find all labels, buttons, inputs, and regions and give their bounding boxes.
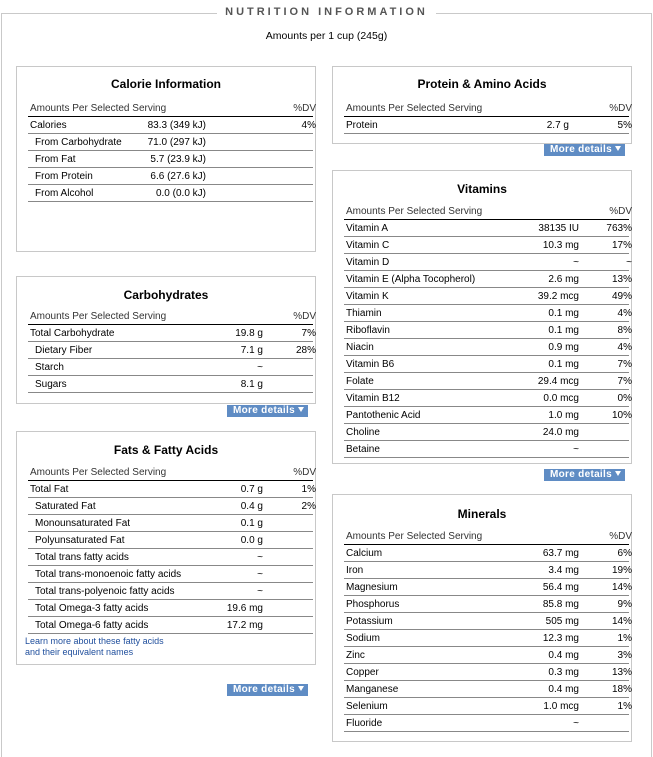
nutrient-amount: 0.1 mg (548, 325, 579, 336)
table-header-row (344, 528, 632, 545)
nutrient-dv: 4% (301, 120, 316, 131)
nutrient-label: Niacin (346, 342, 374, 353)
table-row (344, 562, 632, 579)
table-row (28, 617, 313, 634)
nutrient-dv: 18% (611, 684, 632, 695)
vitamins-panel (332, 170, 632, 464)
table-row (28, 481, 316, 498)
nutrient-dv: 5% (617, 120, 632, 131)
nutrient-label: Betaine (346, 444, 380, 455)
nutrient-dv: 28% (295, 345, 316, 356)
nutrient-amount: 29.4 mcg (537, 376, 579, 387)
nutrient-amount: 83.3 (349 kJ) (147, 120, 206, 131)
table-row (344, 647, 632, 664)
nutrient-label: Sugars (35, 379, 67, 390)
fats-table (28, 464, 316, 634)
nutrient-amount: 0.4 mg (548, 650, 579, 661)
nutrient-dv: 3% (617, 650, 632, 661)
table-row (344, 424, 629, 441)
column-header-amounts: Amounts Per Selected Serving (346, 103, 483, 114)
nutrient-dv: 1% (617, 701, 632, 712)
table-row (344, 613, 632, 630)
nutrient-amount: 505 mg (545, 616, 579, 627)
nutrient-amount: 0.0 g (240, 535, 263, 546)
nutrient-dv: 1% (301, 484, 316, 495)
column-header-dv: %DV (609, 531, 632, 542)
table-row (344, 305, 632, 322)
nutrient-amount: 17.2 mg (226, 620, 263, 631)
table-row (28, 185, 313, 202)
protein-more-details-button[interactable]: More details (544, 144, 625, 156)
table-row (344, 339, 632, 356)
minerals-title: Minerals (457, 507, 507, 521)
nutrient-dv: 9% (617, 599, 632, 610)
serving-subtitle: Amounts per 1 cup (245g) (265, 30, 388, 42)
table-row (28, 600, 313, 617)
nutrient-dv: 4% (617, 308, 632, 319)
minerals-panel (332, 494, 632, 742)
vitamins-title: Vitamins (457, 182, 507, 196)
table-row (28, 566, 313, 583)
nutrient-dv: 19% (611, 565, 632, 576)
column-header-amounts: Amounts Per Selected Serving (30, 311, 167, 322)
column-header-dv: %DV (609, 103, 632, 114)
nutrient-dv: 17% (611, 240, 632, 251)
table-row (344, 117, 632, 134)
nutrient-amount: 1.0 mcg (543, 701, 579, 712)
table-row (344, 254, 632, 271)
chevron-down-icon (615, 471, 621, 476)
nutrient-label: Phosphorus (346, 599, 400, 610)
nutrient-label: From Alcohol (35, 188, 94, 199)
nutrient-dv: 4% (617, 342, 632, 353)
table-row (344, 545, 632, 562)
nutrient-amount: 71.0 (297 kJ) (147, 137, 206, 148)
nutrient-amount: 0.0 mcg (543, 393, 579, 404)
nutrient-dv: 14% (611, 582, 632, 593)
table-row (344, 407, 632, 424)
carbohydrates-title: Carbohydrates (123, 288, 209, 302)
table-row (28, 342, 316, 359)
nutrient-amount: 7.1 g (240, 345, 263, 356)
nutrient-dv: 13% (611, 667, 632, 678)
nutrient-label: Riboflavin (346, 325, 390, 336)
nutrient-amount: 56.4 mg (542, 582, 579, 593)
nutrient-label: Protein (346, 120, 378, 131)
table-row (28, 532, 313, 549)
chevron-down-icon (615, 146, 621, 151)
fatty-acids-learn-more-link[interactable]: Learn more about these fatty acids and their equivalent names (25, 636, 164, 657)
nutrient-dv: 7% (617, 376, 632, 387)
nutrient-amount: 19.8 g (235, 328, 263, 339)
nutrient-amount: 3.4 mg (548, 565, 579, 576)
vitamins-more-details-button[interactable]: More details (544, 469, 625, 481)
nutrient-label: Vitamin D (346, 257, 390, 268)
table-row (28, 583, 313, 600)
nutrient-label: Dietary Fiber (35, 345, 93, 356)
calorie-panel (16, 66, 316, 252)
nutrient-label: Saturated Fat (35, 501, 96, 512)
table-row (344, 596, 632, 613)
carbohydrates-panel (16, 276, 316, 404)
nutrient-label: Monounsaturated Fat (35, 518, 131, 529)
nutrient-amount: 2.7 g (546, 120, 569, 131)
nutrient-amount: 0.4 g (240, 501, 263, 512)
nutrient-amount: 0.0 (0.0 kJ) (155, 188, 206, 199)
nutrient-amount: 0.1 mg (548, 308, 579, 319)
table-row (28, 168, 313, 185)
table-row (28, 151, 313, 168)
nutrient-label: Vitamin B12 (346, 393, 400, 404)
nutrient-amount: 0.9 mg (548, 342, 579, 353)
nutrient-label: Total Carbohydrate (30, 328, 115, 339)
table-row (28, 498, 316, 515)
page-title: NUTRITION INFORMATION (0, 6, 653, 18)
column-header-dv: %DV (293, 103, 316, 114)
nutrient-amount: 0.1 mg (548, 359, 579, 370)
table-row (344, 237, 632, 254)
table-row (28, 359, 313, 376)
nutrient-amount: ~ (257, 569, 263, 580)
chevron-down-icon (298, 686, 304, 691)
nutrient-label: Polyunsaturated Fat (35, 535, 125, 546)
nutrient-label: Thiamin (346, 308, 382, 319)
nutrient-dv: 0% (617, 393, 632, 404)
nutrient-amount: ~ (573, 444, 579, 455)
carbohydrates-table (28, 308, 316, 393)
nutrient-label: Choline (346, 427, 380, 438)
nutrient-label: Calcium (346, 548, 383, 559)
nutrient-label: From Fat (35, 154, 76, 165)
nutrient-label: Vitamin K (346, 291, 389, 302)
nutrient-amount: 12.3 mg (542, 633, 579, 644)
nutrient-label: Starch (35, 362, 64, 373)
nutrient-label: Potassium (346, 616, 393, 627)
table-row (344, 220, 632, 237)
nutrient-amount: 39.2 mcg (537, 291, 579, 302)
table-row (344, 271, 632, 288)
calorie-title: Calorie Information (110, 77, 221, 91)
nutrient-label: Total trans-monoenoic fatty acids (35, 569, 182, 580)
nutrient-label: Vitamin A (346, 223, 389, 234)
table-row (28, 515, 313, 532)
fats-panel (16, 431, 316, 665)
table-row (344, 288, 632, 305)
nutrient-label: Vitamin E (Alpha Tocopherol) (346, 274, 476, 285)
nutrient-amount: 63.7 mg (542, 548, 579, 559)
nutrient-amount: 0.1 g (240, 518, 263, 529)
nutrient-amount: 19.6 mg (226, 603, 263, 614)
nutrient-dv: 10% (611, 410, 632, 421)
nutrient-amount: 10.3 mg (542, 240, 579, 251)
column-header-amounts: Amounts Per Selected Serving (346, 531, 483, 542)
nutrient-dv: 7% (301, 328, 316, 339)
nutrient-dv: 763% (606, 223, 632, 234)
nutrient-dv: 49% (611, 291, 632, 302)
nutrient-dv: 2% (301, 501, 316, 512)
column-header-dv: %DV (293, 311, 316, 322)
nutrient-label: Manganese (346, 684, 399, 695)
nutrient-label: Zinc (346, 650, 365, 661)
table-row (28, 549, 313, 566)
nutrient-label: Calories (30, 120, 67, 131)
minerals-table (344, 528, 632, 732)
nutrient-amount: ~ (257, 552, 263, 563)
nutrient-label: Vitamin B6 (346, 359, 395, 370)
nutrient-amount: 2.6 mg (548, 274, 579, 285)
table-row (344, 698, 632, 715)
table-header-row (28, 308, 316, 325)
table-header-row (344, 100, 632, 117)
fats-more-details-button[interactable]: More details (227, 684, 308, 696)
nutrient-amount: 38135 IU (538, 223, 579, 234)
nutrient-label: Magnesium (346, 582, 398, 593)
table-row (28, 376, 313, 393)
table-row (28, 117, 316, 134)
protein-panel (332, 66, 632, 144)
nutrient-dv: 13% (611, 274, 632, 285)
nutrient-label: Total trans-polyenoic fatty acids (35, 586, 175, 597)
protein-title: Protein & Amino Acids (417, 77, 547, 91)
calorie-table (28, 100, 316, 202)
nutrient-amount: 0.3 mg (548, 667, 579, 678)
nutrient-label: Fluoride (346, 718, 383, 729)
table-row (344, 715, 629, 732)
table-header-row (344, 203, 632, 220)
table-row (344, 681, 632, 698)
nutrient-label: Vitamin C (346, 240, 390, 251)
nutrient-dv: 6% (617, 548, 632, 559)
nutrient-amount: 8.1 g (240, 379, 263, 390)
table-row (28, 325, 316, 342)
column-header-dv: %DV (293, 467, 316, 478)
table-row (344, 664, 632, 681)
nutrient-label: Selenium (346, 701, 388, 712)
table-row (344, 390, 632, 407)
nutrient-amount: ~ (573, 718, 579, 729)
nutrient-label: From Protein (35, 171, 93, 182)
table-row (28, 134, 313, 151)
column-header-amounts: Amounts Per Selected Serving (30, 103, 167, 114)
nutrient-label: Copper (346, 667, 379, 678)
column-header-dv: %DV (609, 206, 632, 217)
nutrient-label: Sodium (346, 633, 380, 644)
column-header-amounts: Amounts Per Selected Serving (30, 467, 167, 478)
nutrient-label: Total Fat (30, 484, 69, 495)
table-header-row (28, 464, 316, 481)
nutrient-label: Total Omega-3 fatty acids (35, 603, 149, 614)
table-row (344, 630, 632, 647)
nutrient-label: Total trans fatty acids (35, 552, 129, 563)
nutrient-amount: 85.8 mg (542, 599, 579, 610)
nutrient-dv: 7% (617, 359, 632, 370)
nutrient-label: Folate (346, 376, 374, 387)
table-row (344, 356, 632, 373)
nutrient-dv: 14% (611, 616, 632, 627)
table-row (344, 579, 632, 596)
chevron-down-icon (298, 407, 304, 412)
nutrient-amount: 1.0 mg (548, 410, 579, 421)
fats-title: Fats & Fatty Acids (113, 443, 219, 457)
nutrient-dv: ~ (626, 257, 632, 268)
nutrient-amount: 24.0 mg (542, 427, 579, 438)
nutrient-dv: 1% (617, 633, 632, 644)
nutrient-amount: ~ (257, 362, 263, 373)
carbohydrates-more-details-button[interactable]: More details (227, 405, 308, 417)
nutrient-amount: 6.6 (27.6 kJ) (150, 171, 206, 182)
column-header-amounts: Amounts Per Selected Serving (346, 206, 483, 217)
nutrient-amount: 0.7 g (240, 484, 263, 495)
nutrient-amount: 0.4 mg (548, 684, 579, 695)
table-row (344, 441, 629, 458)
nutrient-amount: ~ (257, 586, 263, 597)
nutrient-label: From Carbohydrate (35, 137, 122, 148)
table-header-row (28, 100, 316, 117)
table-row (344, 322, 632, 339)
nutrient-amount: 5.7 (23.9 kJ) (150, 154, 206, 165)
nutrient-label: Iron (346, 565, 364, 576)
nutrient-dv: 8% (617, 325, 632, 336)
protein-table (344, 100, 632, 134)
table-row (344, 373, 632, 390)
vitamins-table (344, 203, 632, 458)
nutrient-label: Pantothenic Acid (346, 410, 421, 421)
nutrient-label: Total Omega-6 fatty acids (35, 620, 149, 631)
nutrient-amount: ~ (573, 257, 579, 268)
